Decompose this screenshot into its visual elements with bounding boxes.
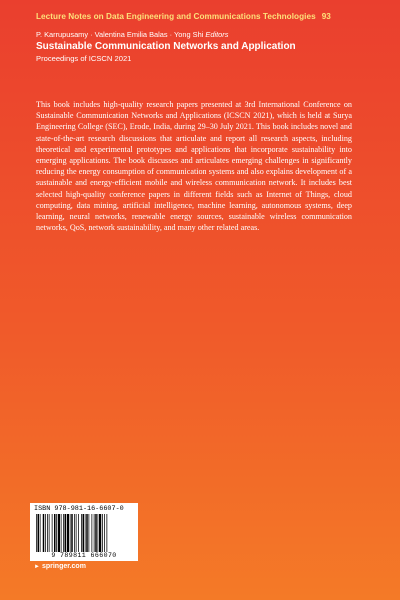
cover-header: [36, 12, 376, 63]
series-name: Lecture Notes on Data Engineering and Communications Technologies: [36, 12, 316, 21]
barcode-digits: 9 789811 666070: [51, 552, 117, 559]
series-line: [36, 12, 376, 21]
isbn-barcode: [30, 503, 138, 561]
editors-role: Editors: [205, 30, 229, 39]
series-volume: 93: [321, 12, 331, 21]
barcode-bars: [32, 514, 136, 552]
authors-line: [36, 30, 376, 39]
book-subtitle: Proceedings of ICSCN 2021: [36, 54, 132, 63]
book-description: This book includes high-quality research papers presented at 3rd International Conference on Sustainable Communication Networks and Applications (ICSCN 2021), which is held at Surya Engineering College (SEC), Erode, India, during 29–30 July 2021. This book includes novel and state-of-the-art research discussions that articulate and report all research aspects, including theoretical and experimental prototypes and applications that incorporate sustainability into emerging applications. The book discusses and articulates emerging challenges in significantly reducing the energy consumption of communication systems and also explains development of a sustainable and energy-efficient mobile and wireless communication network. It includes best selected high-quality conference papers in different fields such as Internet of Things, cloud computing, data mining, artificial intelligence, machine learning, autonomous systems, deep learning, neural networks, renewable energy sources, sustainable wireless communication networks, QoS, network sustainability, and many other related areas.: [36, 100, 352, 233]
publisher-website[interactable]: [34, 563, 86, 570]
arrow-icon: ►: [34, 564, 40, 570]
editor-names: P. Karrupusamy · Valentina Emilia Balas · Yong Shi: [36, 30, 204, 39]
isbn-number: ISBN 978-981-16-6607-0: [34, 505, 124, 513]
book-title: Sustainable Communication Networks and Application: [36, 41, 296, 52]
website-label: springer.com: [41, 563, 86, 570]
